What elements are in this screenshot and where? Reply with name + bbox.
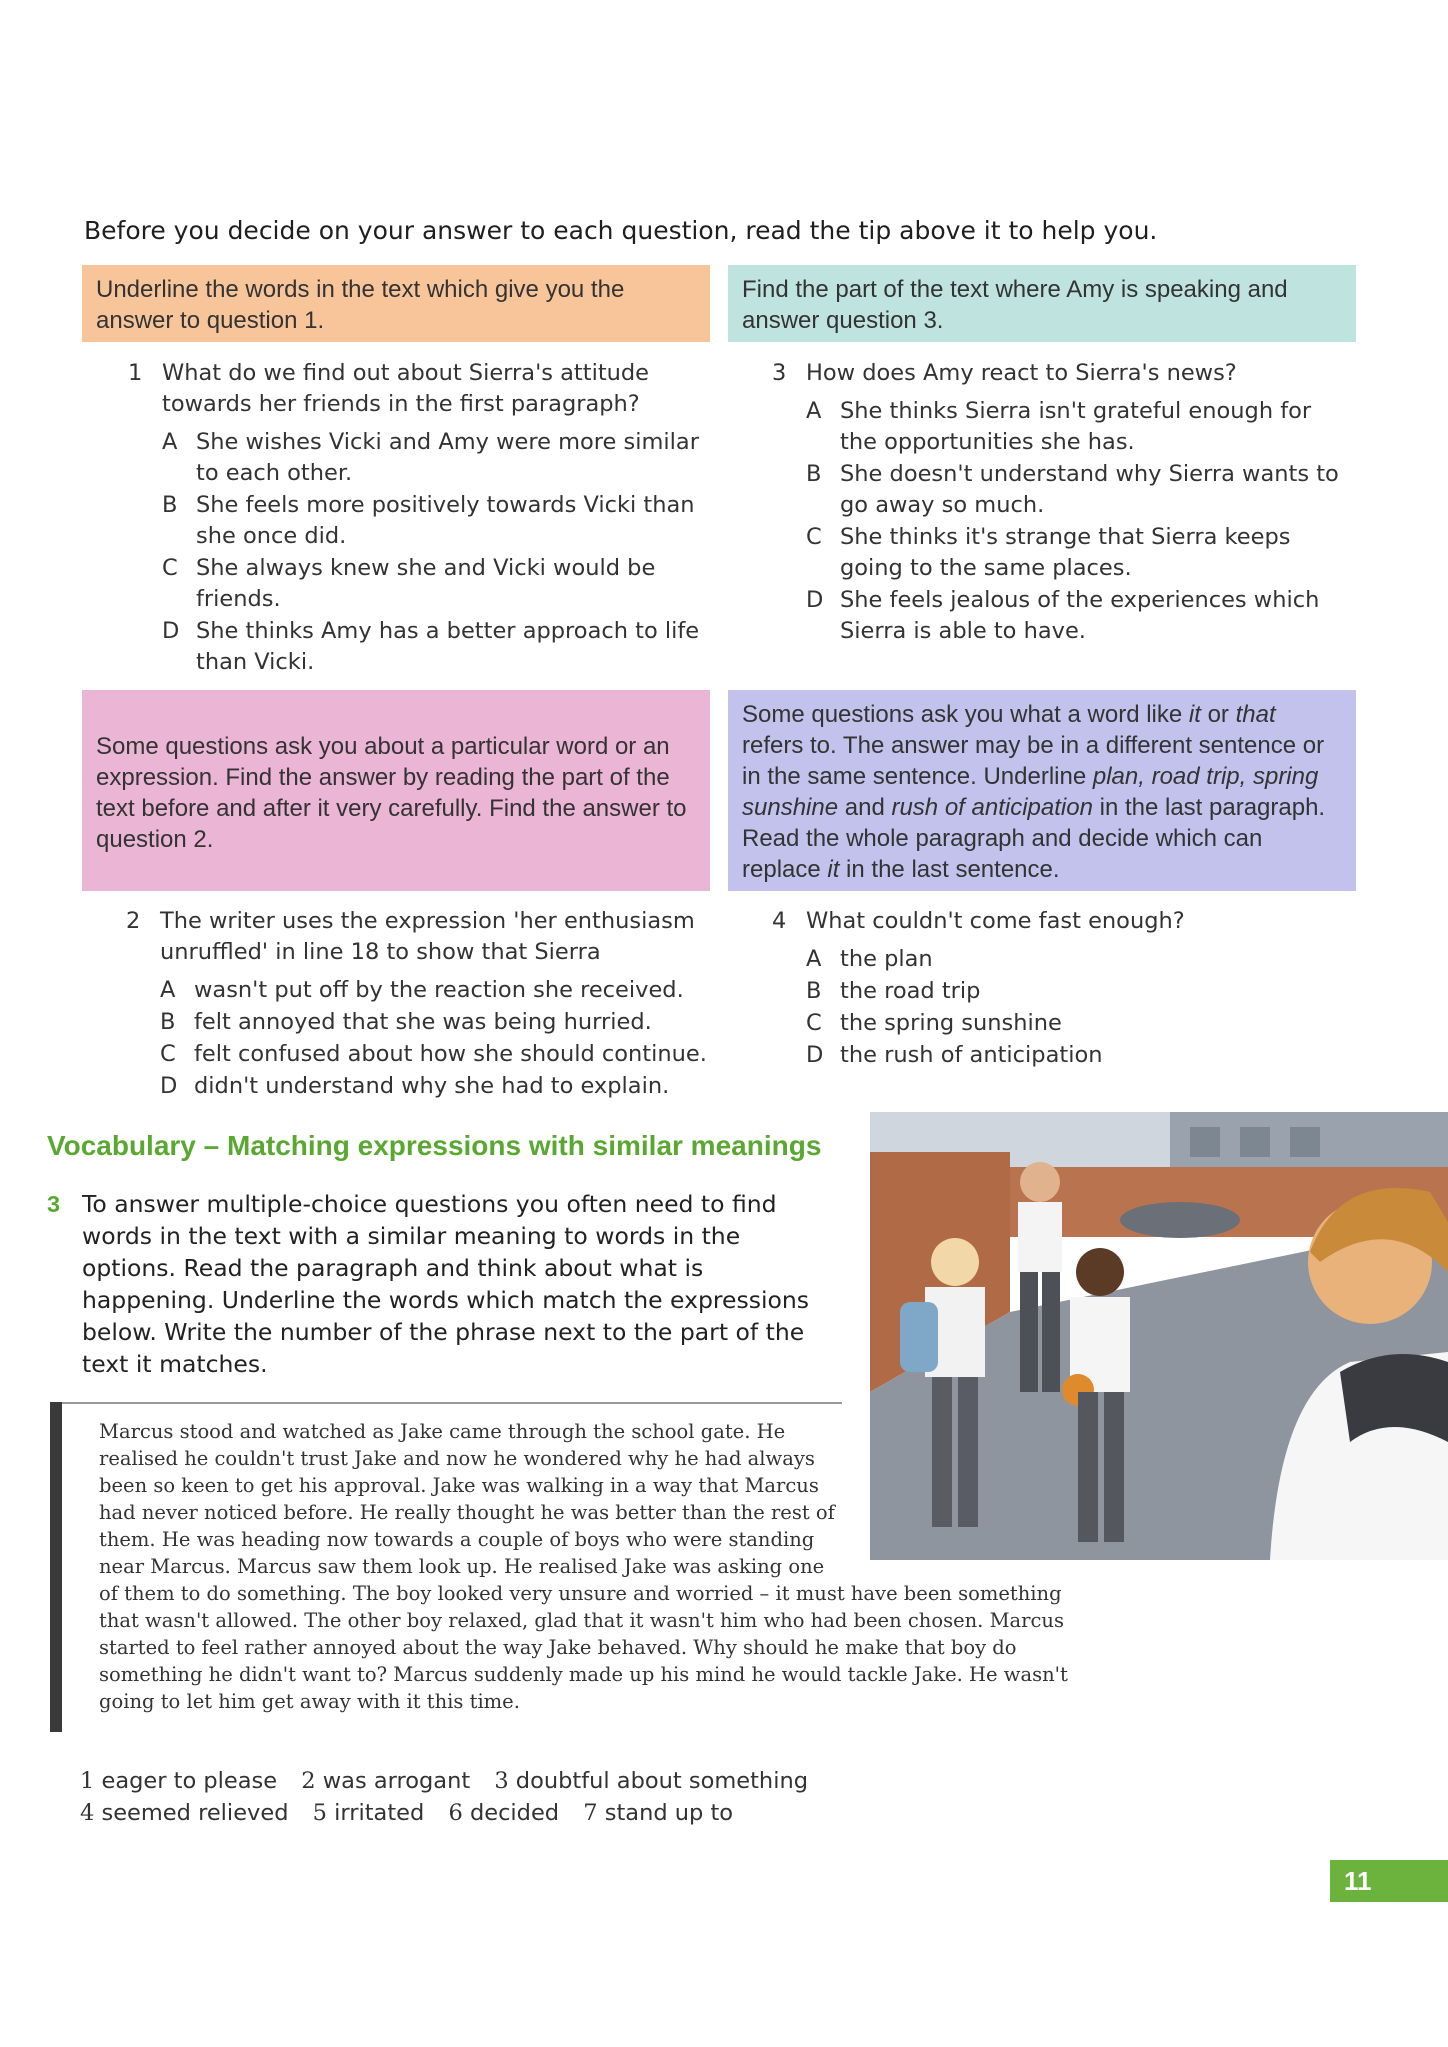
question-stem — [772, 906, 1352, 937]
answer-option-b[interactable] — [160, 1007, 726, 1038]
question-2 — [126, 906, 726, 1103]
passage-line: something he didn't want to? Marcus suddenly made up his mind he would tackle Jake. He wasn't — [99, 1663, 1068, 1686]
term-text: irritated — [334, 1800, 425, 1826]
term-text: eager to please — [101, 1768, 278, 1794]
option-letter: A — [806, 398, 822, 424]
answer-option-a[interactable] — [160, 975, 726, 1006]
option-text: felt annoyed that she was being hurried. — [194, 1009, 652, 1035]
tip-emphasis: rush of anticipation — [891, 794, 1093, 821]
answer-option-c[interactable] — [806, 1008, 1352, 1039]
option-text: She doesn't understand why Sierra wants to go away so much. — [840, 461, 1339, 518]
term-number: 2 — [301, 1768, 316, 1794]
option-letter: D — [806, 1042, 824, 1068]
tip-text: refers to. The answer may be in a different sentence or in the same sentence. Underline — [742, 732, 1325, 790]
background-kids — [1120, 1202, 1240, 1238]
tip-emphasis: that — [1235, 701, 1276, 728]
answer-option-b[interactable] — [162, 490, 708, 552]
option-letter: A — [162, 429, 178, 455]
answer-option-d[interactable] — [162, 616, 708, 678]
exercise-number: 3 — [47, 1191, 61, 1217]
option-text: She thinks it's strange that Sierra keeps going to the same places. — [840, 524, 1291, 581]
exercise-3-instructions — [47, 1188, 837, 1380]
matching-term — [80, 1800, 288, 1826]
matching-row — [80, 1765, 825, 1797]
tip-emphasis: it — [827, 856, 840, 883]
answer-option-d[interactable] — [806, 585, 1352, 647]
answer-options — [126, 975, 726, 1102]
passage-line: them. He was heading now towards a couple of boys who were standing — [99, 1528, 815, 1551]
reading-passage — [99, 1418, 1068, 1715]
term-text: seemed relieved — [101, 1800, 289, 1826]
term-text: doubtful about something — [515, 1768, 808, 1794]
option-letter: C — [162, 555, 178, 581]
option-text: She feels more positively towards Vicki than she once did. — [196, 492, 695, 549]
answer-option-c[interactable] — [162, 553, 708, 615]
option-letter: A — [160, 977, 176, 1003]
answer-options — [772, 396, 1352, 647]
tip-box-question-4 — [728, 690, 1356, 891]
term-text: decided — [469, 1800, 560, 1826]
option-text: She always knew she and Vicki would be friends. — [196, 555, 656, 612]
instructions-intro: Before you decide on your answer to each question, read the tip above it to help you. — [84, 216, 1158, 245]
option-text: wasn't put off by the reaction she received. — [194, 977, 684, 1003]
matching-term — [583, 1800, 733, 1826]
tip-text: or — [1200, 701, 1236, 728]
option-letter: C — [806, 1010, 822, 1036]
term-text: was arrogant — [322, 1768, 471, 1794]
question-number: 4 — [772, 908, 787, 934]
passage-line: near Marcus. Marcus saw them look up. He realised Jake was asking one — [99, 1555, 825, 1578]
question-3 — [772, 358, 1352, 648]
option-text: She thinks Amy has a better approach to life than Vicki. — [196, 618, 700, 675]
passage-line: going to let him get away with it this time. — [99, 1690, 520, 1713]
option-letter: D — [162, 618, 180, 644]
section-heading-vocabulary: Vocabulary – Matching expressions with similar meanings — [47, 1130, 822, 1161]
passage-line: started to feel rather annoyed about the way Jake behaved. Why should he make that boy do — [99, 1636, 1017, 1659]
question-stem — [126, 906, 726, 968]
question-text: What do we find out about Sierra's attitude towards her friends in the first paragraph? — [162, 360, 650, 417]
option-text: She feels jealous of the experiences which Sierra is able to have. — [840, 587, 1320, 644]
matching-term — [448, 1800, 559, 1826]
option-letter: C — [806, 524, 822, 550]
matching-term — [80, 1768, 277, 1794]
option-text: She wishes Vicki and Amy were more similar to each other. — [196, 429, 699, 486]
question-number: 3 — [772, 360, 787, 386]
option-text: the plan — [840, 946, 933, 972]
passage-line: of them to do something. The boy looked very unsure and worried – it must have been something — [99, 1582, 1062, 1605]
option-text: She thinks Sierra isn't grateful enough for the opportunities she has. — [840, 398, 1312, 455]
question-4 — [772, 906, 1352, 1072]
exercise-text: To answer multiple-choice questions you often need to find words in the text with a similar meaning to words in the options. Read the paragraph and think about what is happening. Underline the words which match the expressions below. Write the number of the phrase next to the part of the text it matches. — [82, 1190, 810, 1378]
tip-emphasis: it — [1188, 701, 1201, 728]
question-stem — [772, 358, 1352, 389]
option-letter: D — [160, 1073, 178, 1099]
matching-row — [80, 1797, 825, 1829]
answer-options — [772, 944, 1352, 1071]
matching-term — [313, 1800, 425, 1826]
term-text: stand up to — [604, 1800, 734, 1826]
answer-option-a[interactable] — [806, 944, 1352, 975]
question-text: What couldn't come fast enough? — [806, 908, 1185, 934]
building-window — [1190, 1127, 1220, 1157]
option-text: didn't understand why she had to explain. — [194, 1073, 670, 1099]
building-window — [1290, 1127, 1320, 1157]
option-letter: B — [806, 461, 822, 487]
passage-line: that wasn't allowed. The other boy relaxed, glad that it wasn't him who had been chosen. Marcus — [99, 1609, 1064, 1632]
question-text: The writer uses the expression 'her enthusiasm unruffled' in line 18 to show that Sierra — [160, 908, 695, 965]
passage-top-rule — [62, 1402, 842, 1404]
term-number: 4 — [80, 1800, 95, 1826]
question-number: 2 — [126, 908, 141, 934]
answer-option-b[interactable] — [806, 976, 1352, 1007]
answer-option-c[interactable] — [160, 1039, 726, 1070]
option-text: the road trip — [840, 978, 981, 1004]
passage-line: been so keen to get his approval. Jake was walking in a way that Marcus — [99, 1474, 819, 1497]
question-stem — [128, 358, 708, 420]
option-letter: C — [160, 1041, 176, 1067]
passage-line: had never noticed before. He really thought he was better than the rest of — [99, 1501, 835, 1524]
option-text: the spring sunshine — [840, 1010, 1062, 1036]
question-text: How does Amy react to Sierra's news? — [806, 360, 1237, 386]
answer-option-b[interactable] — [806, 459, 1352, 521]
tip-text: in the last paragraph. Read the whole paragraph and decide which can replace — [742, 794, 1326, 883]
answer-option-a[interactable] — [162, 427, 708, 489]
question-1 — [128, 358, 708, 679]
tip-box-question-2: Some questions ask you about a particular word or an expression. Find the answer by reading the part of the text before and after it very carefully. Find the answer to question 2. — [82, 690, 710, 891]
term-number: 3 — [494, 1768, 509, 1794]
building-window — [1240, 1127, 1270, 1157]
option-text: felt confused about how she should continue. — [194, 1041, 707, 1067]
matching-expressions — [80, 1765, 825, 1829]
option-letter: B — [162, 492, 178, 518]
passage-side-bar — [50, 1402, 62, 1732]
tip-box-question-3: Find the part of the text where Amy is speaking and answer question 3. — [728, 265, 1356, 342]
matching-term — [301, 1768, 470, 1794]
answer-options — [128, 427, 708, 678]
option-letter: A — [806, 946, 822, 972]
tip-text: in the last sentence. — [839, 856, 1060, 883]
option-letter: B — [806, 978, 822, 1004]
passage-line: Marcus stood and watched as Jake came through the school gate. He — [99, 1420, 786, 1443]
answer-option-d[interactable] — [160, 1071, 726, 1102]
term-number: 1 — [80, 1768, 95, 1794]
tip-text: and — [838, 794, 892, 821]
term-number: 5 — [312, 1800, 327, 1826]
matching-term — [494, 1768, 808, 1794]
term-number: 6 — [448, 1800, 463, 1826]
answer-option-a[interactable] — [806, 396, 1352, 458]
option-text: the rush of anticipation — [840, 1042, 1103, 1068]
tip-emphasis: plan, road trip, spring sunshine — [742, 763, 1319, 821]
tip-text: Some questions ask you what a word like — [742, 701, 1189, 728]
page-number: 11 — [1330, 1860, 1448, 1902]
answer-option-c[interactable] — [806, 522, 1352, 584]
answer-option-d[interactable] — [806, 1040, 1352, 1071]
term-number: 7 — [583, 1800, 598, 1826]
question-number: 1 — [128, 360, 143, 386]
tip-box-question-1: Underline the words in the text which give you the answer to question 1. — [82, 265, 710, 342]
option-letter: B — [160, 1009, 176, 1035]
option-letter: D — [806, 587, 824, 613]
passage-line: realised he couldn't trust Jake and now he wondered why he had always — [99, 1447, 815, 1470]
